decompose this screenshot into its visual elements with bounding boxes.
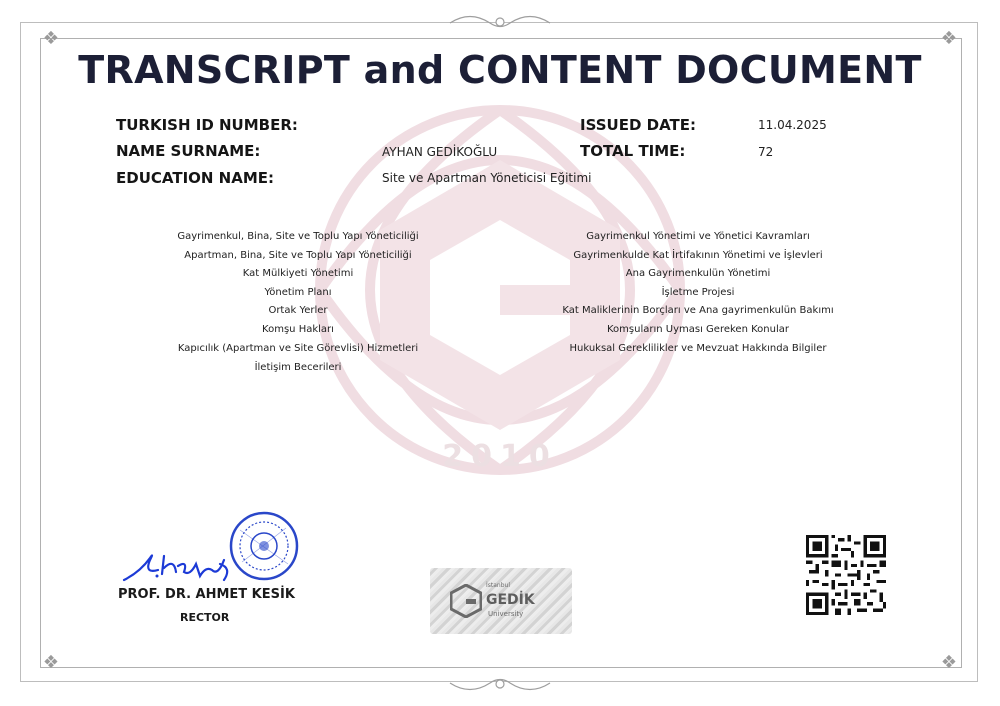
corner-ornament-bottom-left-icon: ❖	[42, 652, 60, 673]
document-title: TRANSCRIPT and CONTENT DOCUMENT	[78, 48, 922, 92]
course-item: Komşuların Uyması Gereken Konular	[607, 324, 789, 335]
watermark-year: 2010	[442, 439, 558, 474]
name-label: NAME SURNAME:	[116, 142, 261, 160]
corner-ornament-bottom-right-icon: ❖	[940, 652, 958, 673]
course-item: Komşu Hakları	[262, 324, 334, 335]
bottom-flourish-icon	[440, 668, 560, 698]
course-item: Kapıcılık (Apartman ve Site Görevlisi) Hizmetleri	[177, 343, 419, 354]
total-time-value: 72	[758, 145, 774, 159]
education-label: EDUCATION NAME:	[116, 169, 275, 187]
signature-icon	[120, 546, 250, 586]
hologram-university-sub: University	[488, 610, 524, 618]
corner-ornament-top-right-icon: ❖	[940, 28, 958, 49]
course-item: İşletme Projesi	[661, 287, 735, 298]
course-item: Gayrimenkul, Bina, Site ve Toplu Yapı Yöneticiliği	[177, 231, 419, 242]
course-item: Apartman, Bina, Site ve Toplu Yapı Yöneticiliği	[184, 250, 412, 261]
course-item: Yönetim Planı	[264, 287, 332, 298]
id-label: TURKISH ID NUMBER:	[116, 116, 298, 134]
course-item: Kat Maliklerinin Borçları ve Ana gayrimenkulün Bakımı	[562, 305, 834, 316]
corner-ornament-top-left-icon: ❖	[42, 28, 60, 49]
course-item: Ortak Yerler	[268, 305, 328, 316]
rector-title: RECTOR	[180, 611, 230, 624]
course-item: İletişim Becerileri	[254, 362, 342, 373]
top-flourish-icon	[440, 8, 560, 38]
hologram-university-name: GEDİK	[486, 592, 535, 608]
qr-code-icon[interactable]	[806, 535, 886, 615]
rector-name: PROF. DR. AHMET KESİK	[118, 587, 295, 602]
issued-date-value: 11.04.2025	[758, 118, 827, 132]
issued-date-label: ISSUED DATE:	[580, 116, 696, 134]
total-time-label: TOTAL TIME:	[580, 142, 686, 160]
hologram-seal	[430, 568, 572, 634]
course-item: Gayrimenkulde Kat İrtifakının Yönetimi ve İşlevleri	[573, 250, 823, 261]
course-item: Hukuksal Gereklilikler ve Mevzuat Hakkında Bilgiler	[569, 343, 827, 354]
hologram-city: İstanbul	[486, 582, 511, 589]
course-item: Kat Mülkiyeti Yönetimi	[242, 268, 354, 279]
education-value: Site ve Apartman Yöneticisi Eğitimi	[382, 171, 592, 185]
name-value: AYHAN GEDİKOĞLU	[382, 145, 498, 159]
course-item: Ana Gayrimenkulün Yönetimi	[625, 268, 771, 279]
course-item: Gayrimenkul Yönetimi ve Yönetici Kavramları	[586, 231, 810, 242]
gedik-logo-icon	[450, 584, 482, 618]
